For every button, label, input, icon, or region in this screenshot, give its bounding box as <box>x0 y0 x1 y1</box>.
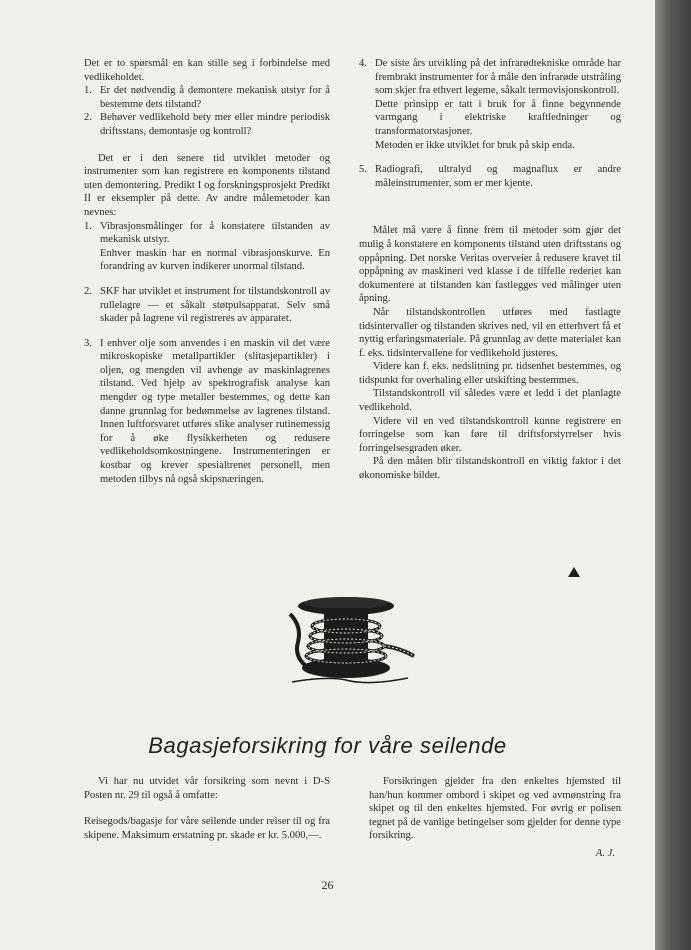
method-list <box>84 220 330 487</box>
question-list <box>84 84 330 138</box>
page-edge-shadow <box>655 0 691 950</box>
list-number: 1. <box>84 220 92 232</box>
right-column <box>359 57 621 483</box>
list-number: 2. <box>84 285 92 297</box>
triangle-icon <box>568 567 580 577</box>
article-left-column <box>84 775 330 842</box>
body-paragraph: Videre kan f. eks. nedslitning pr. tidsenhet bestemmes, og tidspunkt for overhaling eller utskifting bestemmes. <box>359 361 621 386</box>
body-paragraph: Videre vil en ved tilstandskontroll kunne registrere en forringelse som kan føre til driftsforstyrrelser hvis forringelsesgraden øker. <box>359 415 621 454</box>
list-number: 4. <box>359 58 367 69</box>
method-list-continued <box>359 57 621 190</box>
list-text: Er det nødvendig å demontere mekanisk utstyr for å bestemme dets tilstand? <box>100 85 330 110</box>
article-right-column <box>369 775 621 861</box>
list-item <box>359 163 621 190</box>
list-item <box>84 220 330 274</box>
left-column <box>84 57 330 486</box>
article-title: Bagasjeforsikring for våre seilende <box>148 733 507 758</box>
list-item <box>84 285 330 326</box>
list-number: 3. <box>84 337 92 349</box>
list-text: Radiografi, ultralyd og magnaflux er andre måleinstrumenter, som er mer kjente. <box>375 164 621 189</box>
list-number: 5. <box>359 164 367 176</box>
body-paragraph: Når tilstandskontrollen utføres med fastlagte tidsintervaller og tilstanden skrives ned, vil en etterhvert få et nyttig erfaringsmateriale. På grunnlag av dette materialet kan f. eks. tidsintervallene for vedlikehold justeres. <box>359 306 621 359</box>
page-number: 26 <box>321 878 334 892</box>
body-paragraph: Målet må være å finne frem til metoder som gjør det mulig å konstatere en komponents tilstand uten driftsstans og oppåpning. Det norske Veritas overveier å redusere kravet til oppåpning av maskineri ved klasse i de tilfelle rederiet kan dokumentere at tilstanden kan fastlegges ved målinger uten åpning. <box>359 225 621 305</box>
author-signature: A. J. <box>595 847 615 859</box>
list-item <box>84 111 330 138</box>
methods-intro-paragraph: Det er i den senere tid utviklet metoder og instrumenter som kan registrere en komponents tilstand uten demontering. Predikt I og forskningsprosjekt Predikt II er eksempler på dette. Av andre målemetoder kan nevnes: <box>84 152 330 218</box>
list-item <box>84 337 330 487</box>
list-text: Behøver vedlikehold bety mer eller mindre periodisk driftsstans, demontasje og kontroll? <box>100 112 330 137</box>
body-paragraph: Tilstandskontroll vil således være et ledd i det planlagte vedlikehold. <box>359 388 621 414</box>
list-number: 2. <box>84 112 92 124</box>
bollard-rope-icon <box>288 586 416 698</box>
list-text: I enhver olje som anvendes i en maskin vil det være mikroskopiske metallpartikler (slitasjepartikler) i oljen, og mengden vil avhenge av maskinlagrenes tilstand. Ved hjelp av spektrografisk analyse kan mengder og type metaller bestemmes, og dette kan danne grunnlag for bedømmelse av lagrenes tilstand. Innen luftforsvaret utføres slike analyser rutinemessig for å øke flysikkerheten og redusere vedlikeholdsomkostningene. Instrumenteringen er kostbar og krever spesialtrenet personell, men metoden tilbys nå også skipsnæringen. <box>100 337 330 485</box>
list-subtext: Metoden er ikke utviklet for bruk på skip enda. <box>375 139 575 151</box>
list-text: Vibrasjonsmålinger for å konstatere tilstanden av mekanisk utstyr. <box>100 220 330 246</box>
body-paragraph: Vi har nu utvidet vår forsikring som nevnt i D-S Posten nr. 29 til også å omfatte: <box>84 776 330 801</box>
list-subtext: Dette prinsipp er tatt i bruk for å finne begynnende varmgang i elektriske kraftledninger og transformatorstasjoner. <box>375 98 621 137</box>
list-text: De siste års utvikling på det infrarødtekniske område har frembrakt instrumenter for å måle den infrarøde utstråling som skjer fra ethvert legeme, såkalt termovisjonskontroll. <box>375 58 621 97</box>
list-number: 1. <box>84 85 92 97</box>
list-item <box>359 57 621 152</box>
body-paragraph: På den måten blir tilstandskontroll en viktig faktor i det økonomiske bildet. <box>359 456 621 482</box>
intro-paragraph: Det er to spørsmål en kan stille seg i forbindelse med vedlikeholdet. <box>84 58 330 83</box>
list-subtext: Enhver maskin har en normal vibrasjonskurve. En forandring av kurven indikerer unormal tilstand. <box>100 247 330 273</box>
body-paragraph: Forsikringen gjelder fra den enkeltes hjemsted til han/hun kommer ombord i skipet og ved avmønstring fra skipet og til den enkeltes hjemsted. For øvrig er polisen tegnet på de vanlige betingelser som gjelder for denne type forsikring. <box>369 776 621 842</box>
list-item <box>84 84 330 111</box>
list-text: SKF har utviklet et instrument for tilstandskontroll av rullelagre — et såkalt støtpulsapparat. Selv små skader på lagrene vil registreres av apparatet. <box>100 285 330 325</box>
body-paragraph: Reisegods/bagasje for våre seilende under reiser til og fra skipene. Maksimum erstatning pr. skade er kr. 5.000,—. <box>84 816 330 841</box>
